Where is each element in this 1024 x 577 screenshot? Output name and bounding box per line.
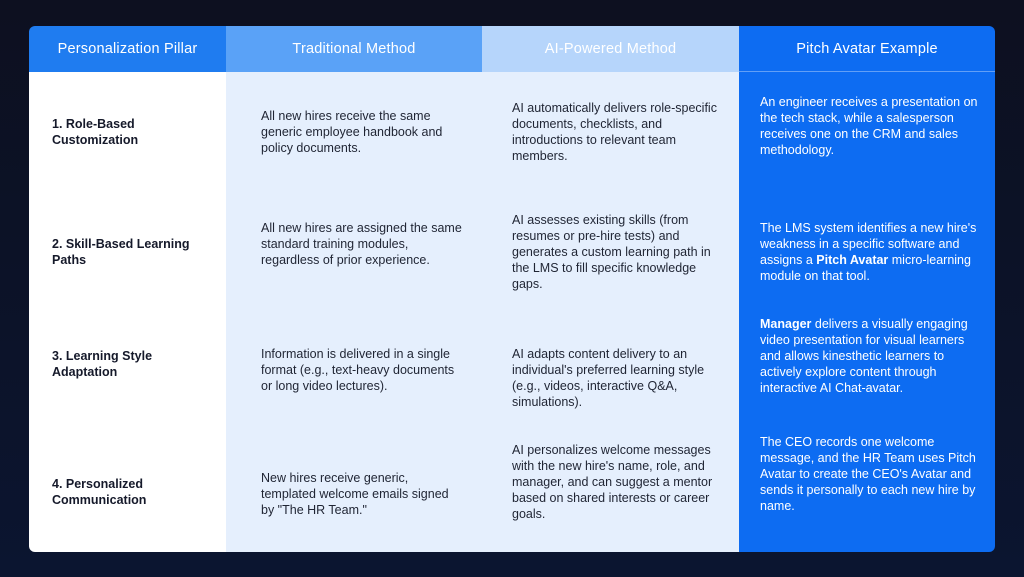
row1-ai: AI automatically delivers role-specific documents, checklists, and introductions to relevant team members. [482, 72, 739, 192]
row1-pillar: 1. Role-Based Customization [29, 72, 226, 192]
row1-traditional: All new hires receive the same generic employee handbook and policy documents. [226, 72, 482, 192]
row3-ai: AI adapts content delivery to an individual's preferred learning style (e.g., videos, interactive Q&A, simulations). [482, 312, 739, 430]
row2-pillar: 2. Skill-Based Learning Paths [29, 192, 226, 312]
row4-pillar: 4. Personalized Communication [29, 430, 226, 552]
header-traditional: Traditional Method [226, 26, 482, 72]
row3-traditional: Information is delivered in a single format (e.g., text-heavy documents or long video lectures). [226, 312, 482, 430]
row4-traditional: New hires receive generic, templated welcome emails signed by "The HR Team." [226, 430, 482, 552]
row3-example-post: delivers a visually engaging video presentation for visual learners and allows kinesthetic learners to actively explore content through interactive AI Chat-avatar. [760, 317, 968, 395]
comparison-table [29, 26, 995, 552]
row2-traditional: All new hires are assigned the same standard training modules, regardless of prior experience. [226, 192, 482, 312]
row3-example [739, 312, 995, 430]
row4-ai: AI personalizes welcome messages with the new hire's name, role, and manager, and can suggest a mentor based on shared interests or career goals. [482, 430, 739, 552]
header-pillar: Personalization Pillar [29, 26, 226, 72]
row3-pillar: 3. Learning Style Adaptation [29, 312, 226, 430]
row2-example-pre: The LMS system identifies a new hire's weakness in a specific software and assigns a [760, 221, 977, 267]
row4-example: The CEO records one welcome message, and the HR Team uses Pitch Avatar to create the CEO's Avatar and sends it personally to each new hire by name. [739, 430, 995, 552]
row2-ai: AI assesses existing skills (from resumes or pre-hire tests) and generates a custom learning path in the LMS to fill specific knowledge gaps. [482, 192, 739, 312]
header-example: Pitch Avatar Example [739, 26, 995, 72]
row1-example: An engineer receives a presentation on the tech stack, while a salesperson receives one on the CRM and sales methodology. [739, 72, 995, 192]
row2-example [739, 192, 995, 312]
header-ai: AI-Powered Method [482, 26, 739, 72]
row3-example-bold: Manager [760, 317, 812, 331]
row2-example-bold: Pitch Avatar [816, 253, 889, 267]
row2-example-post: micro-learning module on that tool. [760, 253, 971, 283]
